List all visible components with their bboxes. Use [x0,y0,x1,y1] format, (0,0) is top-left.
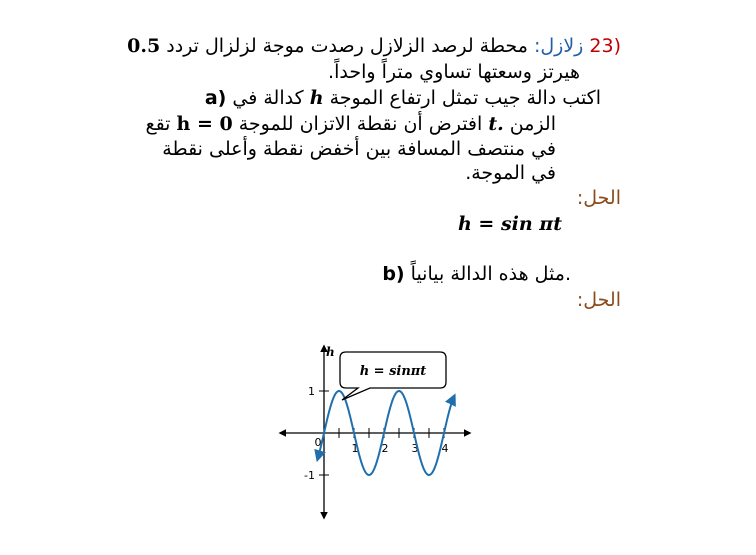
x-tick-label: 1 [351,442,359,455]
part-a-label: a) [204,87,227,109]
problem-text-2: هيرتز وسعتها تساوي متراً واحداً. [328,61,580,83]
part-a-line-4 [465,161,556,185]
part-a-h-symbol: h [309,87,324,109]
y-tick-label: -1 [304,469,315,482]
part-a-text-1-end: كدالة في [232,87,304,109]
x-tick-label: 3 [411,442,419,455]
sine-graph [270,338,480,523]
frequency-value: 0.5 [127,35,161,57]
part-a-line-2 [145,112,556,136]
part-a-text-1: اكتب دالة جيب تمثل ارتفاع الموجة [329,87,601,109]
solution-label-b: الحل: [576,289,621,311]
problem-line-2 [328,60,580,84]
problem-topic: زلازل: [533,35,584,57]
part-a-text-2-mid: افترض أن نقطة الاتزان للموجة [238,113,483,135]
part-a-line-3 [162,137,556,161]
part-b-text: مثل هذه الدالة بيانياً. [410,263,571,285]
y-axis-label: h [326,345,335,359]
part-b-line [382,262,571,286]
part-a-t-symbol: t. [488,113,504,135]
part-a-text-2-end: تقع [145,113,171,135]
part-a-line-1 [205,86,601,110]
part-a-text-3: في منتصف المسافة بين أخفض نقطة وأعلى نقطة [162,138,556,160]
part-a-equilibrium-eq: h = 0 [176,113,233,135]
part-a-text-2-start: الزمن [509,113,556,135]
x-tick-label: 4 [441,442,449,455]
x-tick-label: 2 [381,442,389,455]
problem-text-1: محطة لرصد الزلازل رصدت موجة لزلزال تردد [166,35,528,57]
solution-equation: h = sin πt [458,213,562,235]
solution-label-a: الحل: [576,187,621,209]
y-tick-label: 1 [308,385,315,398]
callout-text: h = sinπt [359,364,427,379]
part-a-text-4: في الموجة. [465,162,556,184]
problem-line-1 [127,34,621,58]
part-b-label: b) [382,263,405,285]
problem-number: (23 [589,35,621,57]
origin-label: 0 [314,436,322,449]
